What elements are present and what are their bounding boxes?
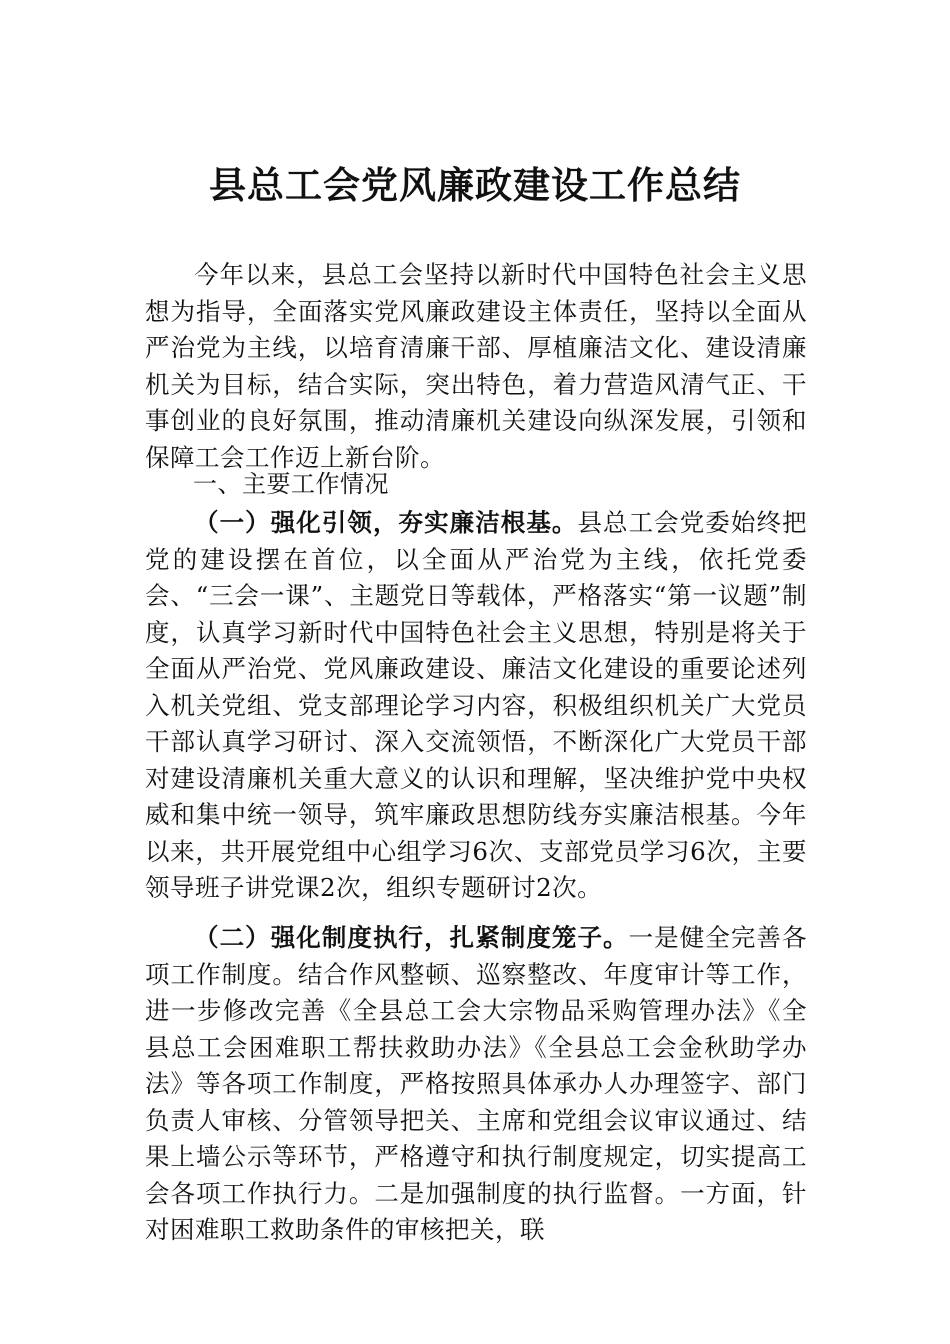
paragraph-1-lead: （一）强化引领，夯实廉洁根基。 [194, 508, 578, 537]
document-title: 县总工会党风廉政建设工作总结 [209, 163, 741, 207]
paragraph-2-text: 一是健全完善各项工作制度。结合作风整顿、巡察整改、年度审计等工作，进一步修改完善《全县总工会大宗物品采购管理办法》《全县总工会困难职工帮扶救助办法》《全县总工会金秋助学办法》等各项工作制度，严格按照具体承办人办理签字、部门负责人审核、分管领导把关、主席和党组会议审议通过、结果上墙公示等环节，严格遵守和执行制度规定，切实提高工会各项工作执行力。二是加强制度的执行监督。一方面，针对困难职工救助条件的审核把关，联 [145, 923, 807, 1244]
paragraph-2 [145, 920, 807, 1249]
section-heading: 一、主要工作情况 [193, 470, 389, 498]
paragraph-1-text: 县总工会党委始终把党的建设摆在首位，以全面从严治党为主线，依托党委会、“三会一课”、主题党日等载体，严格落实“第一议题”制度，认真学习新时代中国特色社会主义思想，特别是将关于全面从严治党、党风廉政建设、廉洁文化建设的重要论述列入机关党组、党支部理论学习内容，积极组织机关广大党员干部认真学习研讨、深入交流领悟，不断深化广大党员干部对建设清廉机关重大意义的认识和理解，坚决维护党中央权威和集中统一领导，筑牢廉政思想防线夯实廉洁根基。今年以来，共开展党组中心组学习6次、支部党员学习6次，主要领导班子讲党课2次，组织专题研讨2次。 [145, 508, 808, 902]
paragraph-1 [145, 505, 807, 907]
intro-paragraph: 今年以来，县总工会坚持以新时代中国特色社会主义思想为指导，全面落实党风廉政建设主体责任，坚持以全面从严治党为主线，以培育清廉干部、厚植廉洁文化、建设清廉机关为目标，结合实际，突出特色，着力营造风清气正、干事创业的良好氛围，推动清廉机关建设向纵深发展，引领和保障工会工作迈上新台阶。 [145, 260, 807, 472]
paragraph-2-lead: （二）强化制度执行，扎紧制度笼子。 [194, 923, 629, 952]
